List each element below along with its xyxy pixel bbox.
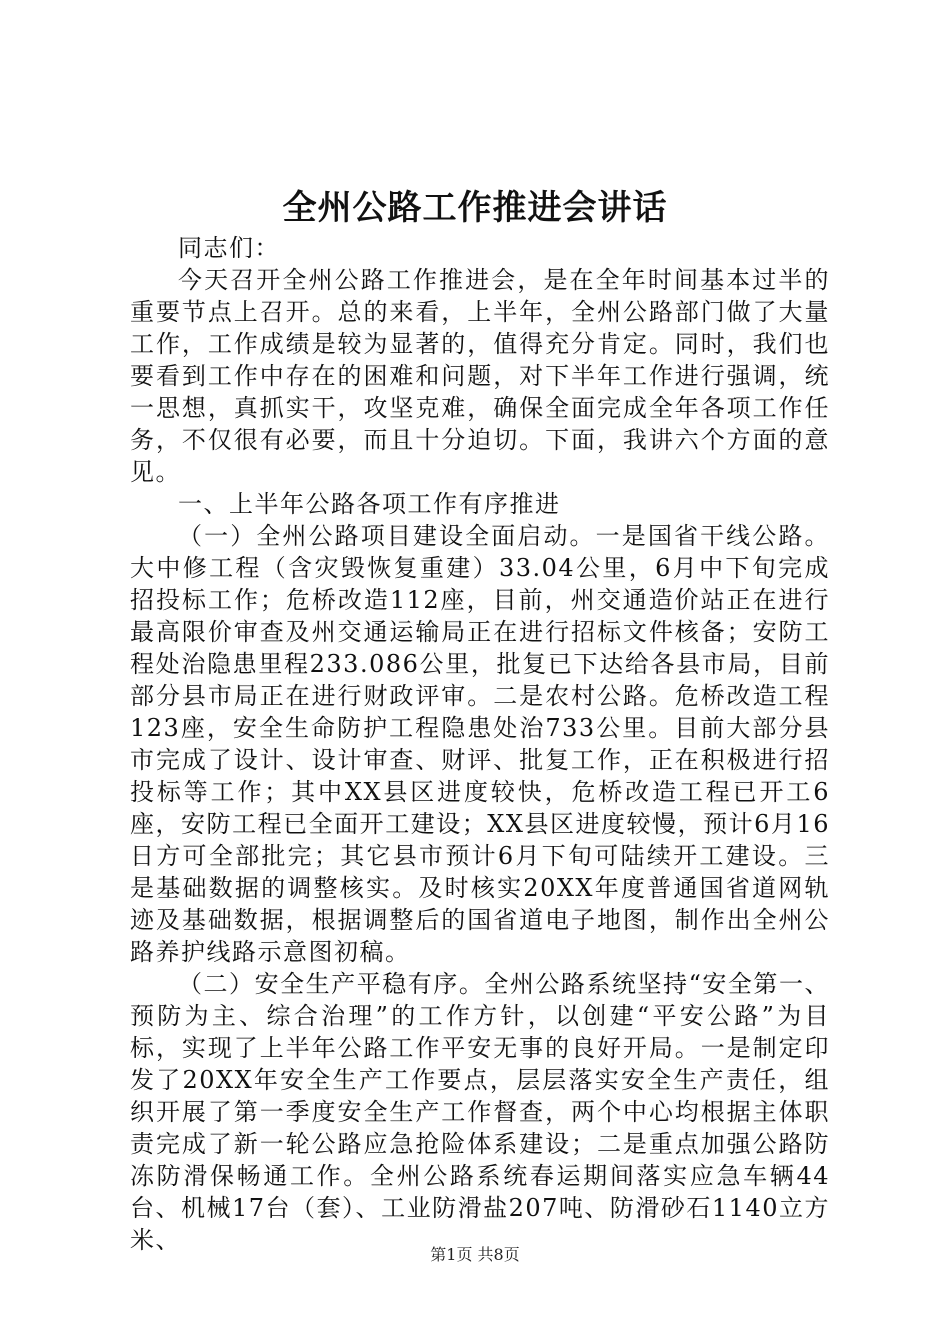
document-body	[130, 232, 830, 1256]
salutation-paragraph: 同志们：	[178, 234, 280, 262]
document-title: 全州公路工作推进会讲话	[282, 188, 668, 228]
page-footer: 第1页 共8页	[430, 1245, 520, 1264]
intro-paragraph: 今天召开全州公路工作推进会，是在全年时间基本过半的重要节点上召开。总的来看，上半年，全州公路部门做了大量工作，工作成绩是较为显著的，值得充分肯定。同时，我们也要看到工作中存在的困难和问题，对下半年工作进行强调，统一思想，真抓实干，攻坚克难，确保全面完成全年各项工作任务，不仅很有必要，而且十分迫切。下面，我讲六个方面的意见。	[130, 266, 830, 486]
body-paragraph: （二）安全生产平稳有序。全州公路系统坚持“安全第一、预防为主、综合治理”的工作方针，以创建“平安公路”为目标，实现了上半年公路工作平安无事的良好开局。一是制定印发了20XX年安全生产工作要点，层层落实安全生产责任，组织开展了第一季度安全生产工作督查，两个中心均根据主体职责完成了新一轮公路应急抢险体系建设；二是重点加强公路防冻防滑保畅通工作。全州公路系统春运期间落实应急车辆44台、机械17台（套）、工业防滑盐207吨、防滑砂石1140立方米、	[130, 970, 830, 1254]
body-paragraph: （一）全州公路项目建设全面启动。一是国省干线公路。大中修工程（含灾毁恢复重建）33.04公里，6月中下旬完成招投标工作；危桥改造112座，目前，州交通造价站正在进行最高限价审查及州交通运输局正在进行招标文件核备；安防工程处治隐患里程233.086公里，批复已下达给各县市局，目前部分县市局正在进行财政评审。二是农村公路。危桥改造工程123座，安全生命防护工程隐患处治733公里。目前大部分县市完成了设计、设计审查、财评、批复工作，正在积极进行招投标等工作；其中XX县区进度较快，危桥改造工程已开工6座，安防工程已全面开工建设；XX县区进度较慢，预计6月16日方可全部批完；其它县市预计6月下旬可陆续开工建设。三是基础数据的调整核实。及时核实20XX年度普通国省道网轨迹及基础数据，根据调整后的国省道电子地图，制作出全州公路养护线路示意图初稿。	[130, 522, 830, 966]
section-heading: 一、上半年公路各项工作有序推进	[178, 490, 561, 518]
